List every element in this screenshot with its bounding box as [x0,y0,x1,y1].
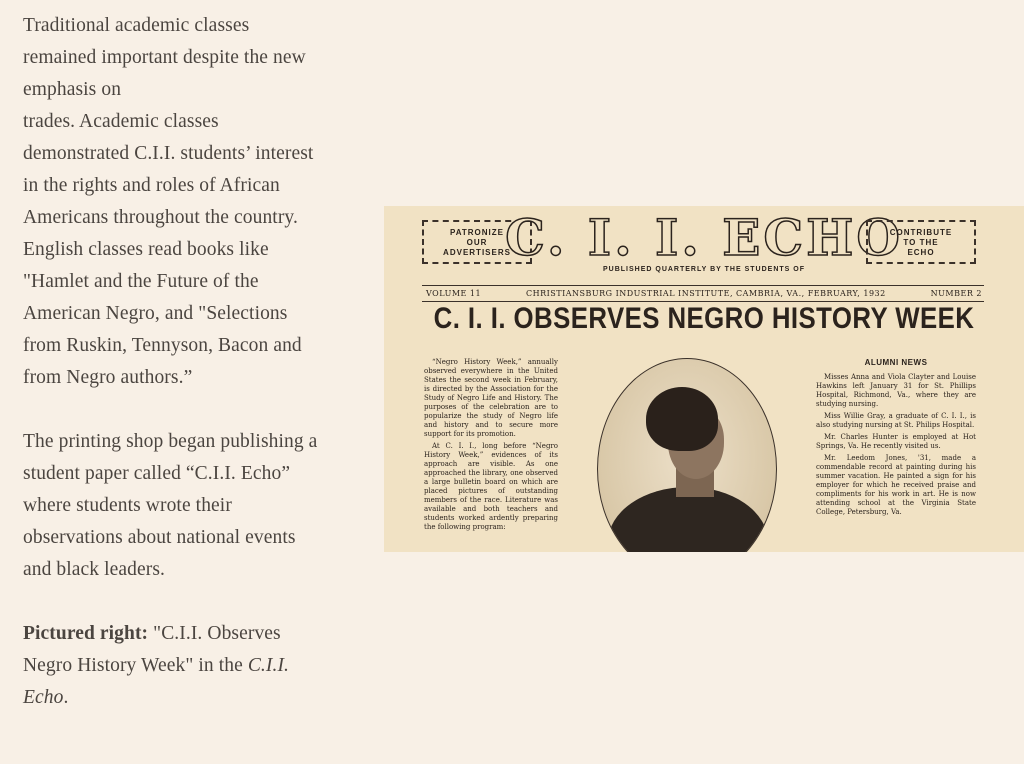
contribute-box: CONTRIBUTE TO THE ECHO [866,220,976,264]
caption-end: . [63,687,69,708]
column-paragraph: Mr. Leedom Jones, '31, made a commendable record at painting during his summer vacation. He painted a sign for his employer for which he received praise and compliments for his work in art. He is now attending school at the Virginia State College, Petersburg, Va. [816,454,976,516]
image-caption [23,618,323,714]
column-paragraph: At C. I. I., long before “Negro History Week,” evidences of its approach are visible. As one approached the library, one observed a large bulletin board on which are placed pictures of outstanding members of the race. Literature was available and both teachers and students worked ardently preparing the following program: [424,442,558,531]
caption-publication: C.I.I. Echo [23,655,290,708]
caption-text: "C.I.I. Observes Negro History Week" in the [23,623,281,676]
volume-label: VOLUME 11 [426,289,482,298]
number-label: NUMBER 2 [930,289,982,298]
section-heading: ALUMNI NEWS [864,358,928,367]
column-paragraph: Mr. Charles Hunter is employed at Hot Springs, Va. He recently visited us. [816,433,976,450]
column-paragraph: “Negro History Week,” annually observed everywhere in the United States the second week in February, is directed by the Association for the Study of Negro Life and History. The purposes of the celebration are to popularize the study of Negro life and history and to secure more support for its promotion. [424,358,558,438]
patronize-box: PATRONIZE OUR ADVERTISERS [422,220,532,264]
article-column-right [816,358,976,520]
published-line: PUBLISHED QUARTERLY BY THE STUDENTS OF [602,266,805,273]
column-paragraph: Misses Anna and Viola Clayter and Louise Hawkins left January 31 for St. Phillips Hospital, Richmond, Va., where they are studying nursing. [816,373,976,408]
newspaper-image [384,206,1024,552]
newspaper-masthead: C. I. I. ECHO [505,208,903,267]
institute-line: CHRISTIANSBURG INDUSTRIAL INSTITUTE, CAMBRIA, VA., FEBRUARY, 1932 [526,289,886,298]
article-paragraph: Traditional academic classes remained important despite the new emphasis on trades. Academic classes demonstrated C.I.I. students’ interest in the rights and roles of African Americans throughout the country. English classes read books like "Hamlet and the Future of the American Negro, and "Selections from Ruskin, Tennyson, Bacon and from Negro authors.” [23,15,314,388]
caption-label: Pictured right: [23,623,149,644]
volume-line [426,289,982,298]
divider [422,285,984,286]
headline: C. I. I. OBSERVES NEGRO HISTORY WEEK [433,302,975,335]
portrait-photo [597,358,777,552]
article-paragraph: The printing shop began publishing a student paper called “C.I.I. Echo” where students wrote their observations about national events and black leaders. [23,431,318,580]
column-paragraph: Miss Willie Gray, a graduate of C. I. I., is also studying nursing at St. Philips Hospital. [816,412,976,429]
article-text [23,10,323,714]
article-column-left [424,358,558,535]
